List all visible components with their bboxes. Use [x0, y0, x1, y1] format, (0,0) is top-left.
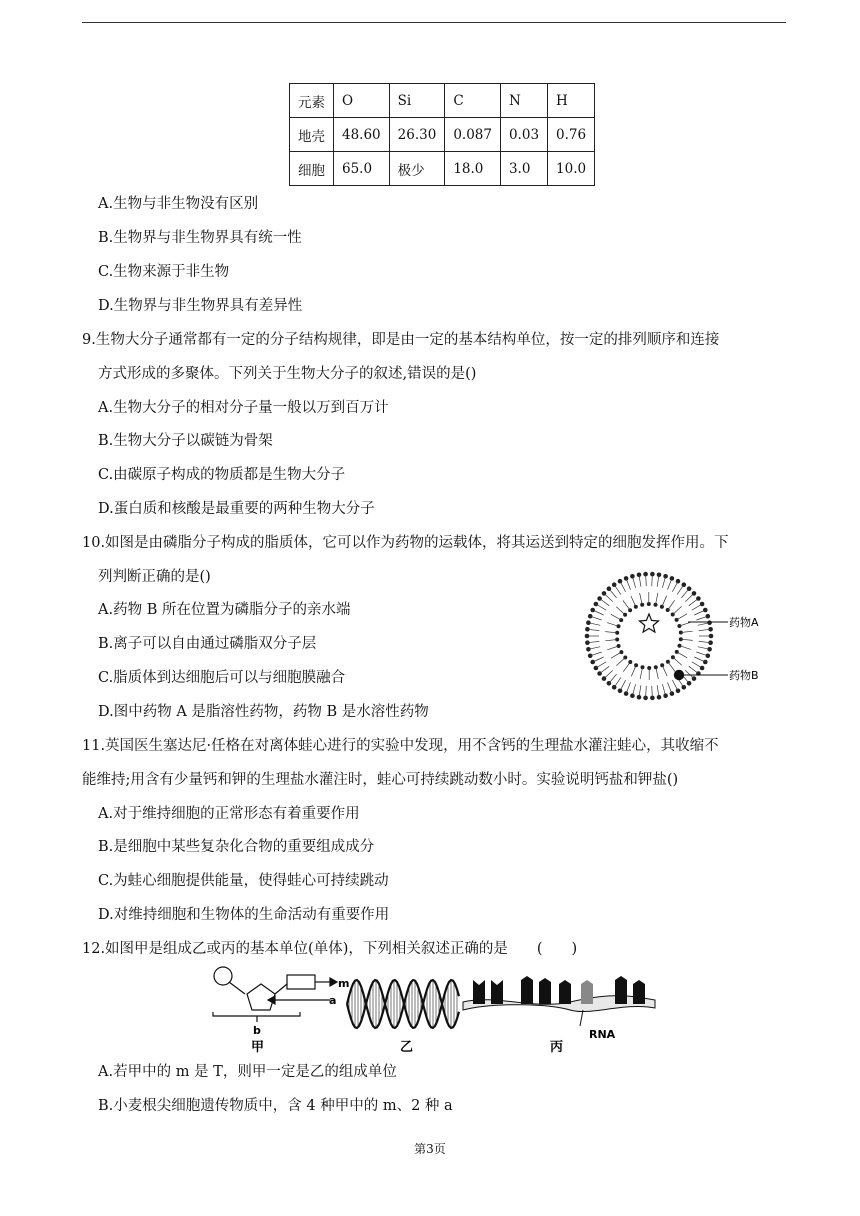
liposome-figure	[570, 568, 780, 704]
q9-option-c: C.由碳原子构成的物质都是生物大分子	[98, 467, 346, 483]
label-m: m	[338, 977, 350, 990]
q11-option-c: C.为蛙心细胞提供能量，使得蛙心可持续跳动	[98, 873, 389, 889]
q12-stem: 12.如图甲是组成乙或丙的基本单位(单体)，下列相关叙述正确的是 ( )	[82, 941, 578, 957]
table-cell: 元素	[290, 84, 334, 118]
table-cell: 0.03	[500, 118, 547, 152]
q12-option-a: A.若甲中的 m 是 T，则甲一定是乙的组成单位	[98, 1064, 397, 1080]
table-cell: 48.60	[334, 118, 390, 152]
q10-stem-line1: 10.如图是由磷脂分子构成的脂质体，它可以作为药物的运载体，将其运送到特定的细胞发挥作用。下	[82, 535, 729, 551]
table-cell: 10.0	[548, 152, 595, 186]
drug-a-label: 药物A	[729, 616, 759, 629]
label-a: a	[329, 994, 337, 1007]
q11-option-a: A.对于维持细胞的正常形态有着重要作用	[98, 806, 360, 822]
drug-b-dot-icon	[674, 670, 684, 680]
q11-stem-line1: 11.英国医生塞达尼·任格在对离体蛙心进行的实验中发现，用不含钙的生理盐水灌注蛙心，其收缩不	[82, 738, 719, 754]
table-cell: N	[500, 84, 547, 118]
page-number: 第3页	[414, 1142, 446, 1156]
q11-option-d: D.对维持细胞和生物体的生命活动有重要作用	[98, 907, 390, 923]
nucleotide-diagram	[213, 967, 337, 1022]
q10-option-c: C.脂质体到达细胞后可以与细胞膜融合	[98, 670, 346, 686]
table-row	[290, 118, 595, 152]
table-cell: 0.087	[445, 118, 501, 152]
table-cell: 26.30	[389, 118, 445, 152]
q9-option-d: D.蛋白质和核酸是最重要的两种生物大分子	[98, 501, 375, 517]
element-table	[289, 83, 595, 186]
label-bing: 丙	[550, 1040, 564, 1055]
label-yi: 乙	[400, 1040, 414, 1055]
table-cell: H	[548, 84, 595, 118]
table-cell: 0.76	[548, 118, 595, 152]
q9-option-b: B.生物大分子以碳链为骨架	[98, 433, 273, 449]
table-cell: O	[334, 84, 390, 118]
q10-option-b: B.离子可以自由通过磷脂双分子层	[98, 636, 317, 652]
base-rect-icon	[287, 975, 315, 989]
q11-option-b: B.是细胞中某些复杂化合物的重要组成成分	[98, 839, 375, 855]
q10-stem-line2: 列判断正确的是()	[98, 569, 211, 585]
label-jia: 甲	[251, 1040, 265, 1055]
q8-option-d: D.生物界与非生物界具有差异性	[98, 298, 303, 314]
table-cell: Si	[389, 84, 445, 118]
drug-b-label: 药物B	[729, 669, 759, 682]
rna-pointer	[580, 1010, 583, 1026]
rna-strand	[463, 976, 655, 1012]
table-cell: 65.0	[334, 152, 390, 186]
q10-option-d: D.图中药物 A 是脂溶性药物，药物 B 是水溶性药物	[98, 704, 429, 720]
label-b: b	[253, 1024, 261, 1037]
label-rna: RNA	[589, 1028, 616, 1041]
q8-option-c: C.生物来源于非生物	[98, 264, 230, 280]
q8-option-b: B.生物界与非生物界具有统一性	[98, 230, 302, 246]
q11-stem-line2: 能维持;用含有少量钙和钾的生理盐水灌注时，蛙心可持续跳动数小时。实验说明钙盐和钾盐()	[82, 772, 679, 788]
nucleic-acid-figure	[205, 964, 660, 1056]
table-row	[290, 84, 595, 118]
phospholipid-bilayer	[585, 572, 714, 700]
q10-option-a: A.药物 B 所在位置为磷脂分子的亲水端	[98, 602, 351, 618]
header-rule	[82, 22, 786, 23]
table-cell: C	[445, 84, 501, 118]
drug-a-star-icon	[640, 614, 659, 632]
q12-option-b: B.小麦根尖细胞遗传物质中，含 4 种甲中的 m、2 种 a	[98, 1098, 453, 1114]
sugar-pentagon-icon	[247, 984, 275, 1010]
q9-stem-line1: 9.生物大分子通常都有一定的分子结构规律，即是由一定的基本结构单位，按一定的排列顺序和连接	[82, 332, 720, 348]
table-cell: 3.0	[500, 152, 547, 186]
table-cell: 地壳	[290, 118, 334, 152]
q9-option-a: A.生物大分子的相对分子量一般以万到百万计	[98, 400, 389, 416]
q9-stem-line2: 方式形成的多聚体。下列关于生物大分子的叙述,错误的是()	[98, 366, 477, 382]
table-row	[290, 152, 595, 186]
table-cell: 18.0	[445, 152, 501, 186]
table-cell: 细胞	[290, 152, 334, 186]
dna-double-helix	[347, 980, 459, 1028]
q8-option-a: A.生物与非生物没有区别	[98, 196, 259, 212]
table-cell: 极少	[389, 152, 445, 186]
